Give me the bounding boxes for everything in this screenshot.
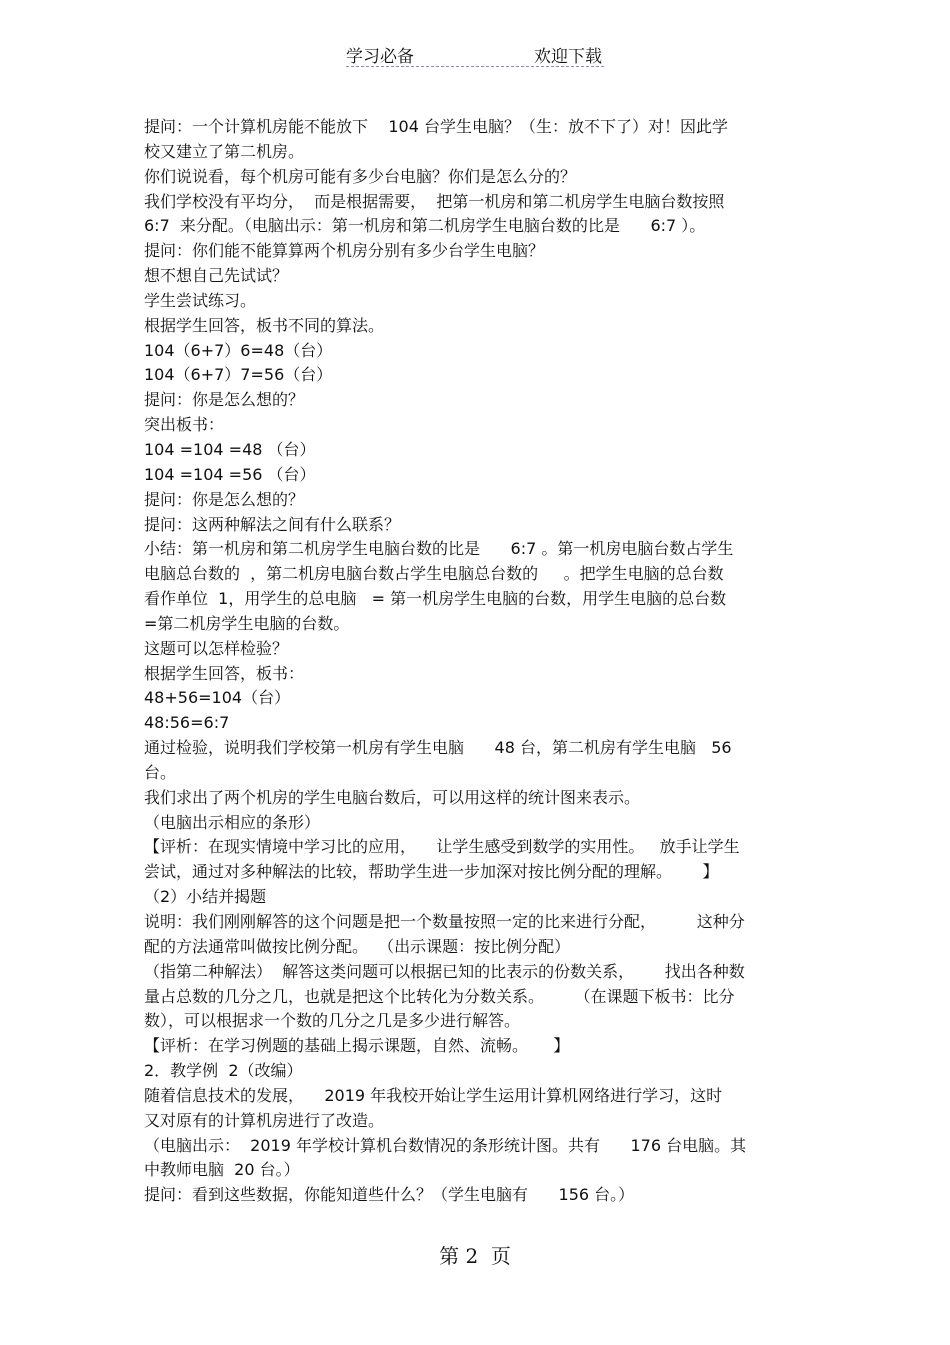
text-line: 配的方法通常叫做按比例分配。 （出示课题：按比例分配）	[144, 936, 571, 956]
text-line: 提问：你是怎么想的？	[144, 489, 305, 509]
text-line: 根据学生回答，板书：	[144, 663, 305, 683]
text-line: （电脑出示相应的条形）	[144, 812, 321, 832]
text-line: 量占总数的几分之几，也就是把这个比转化为分数关系。 （在课题下板书：比分	[144, 986, 735, 1006]
text-line: 48:56=6:7	[144, 713, 230, 733]
text-line: 提问：看到这些数据，你能知道些什么？（学生电脑有 156 台。）	[144, 1185, 635, 1205]
text-line: 我们求出了两个机房的学生电脑台数后，可以用这样的统计图来表示。	[144, 787, 641, 807]
text-line: （指第二种解法） 解答这类问题可以根据已知的比表示的份数关系， 找出各种数	[144, 961, 745, 981]
text-line: 看作单位 1，用学生的总电脑 = 第一机房学生电脑的台数，用学生电脑的总台数	[144, 589, 727, 609]
text-line: 你们说说看，每个机房可能有多少台电脑？你们是怎么分的？	[144, 166, 577, 186]
header-left-text: 学习必备	[346, 47, 414, 67]
text-line: 提问：这两种解法之间有什么联系？	[144, 514, 401, 534]
text-line: 提问：你们能不能算算两个机房分别有多少台学生电脑？	[144, 241, 545, 261]
text-line: 想不想自己先试试？	[144, 266, 289, 286]
header-right-text: 欢迎下载	[534, 47, 602, 67]
text-line: 小结：第一机房和第二机房学生电脑台数的比是 6:7 。第一机房电脑台数占学生	[144, 539, 734, 559]
page-header	[346, 40, 604, 67]
text-line: 104 =104 =48 （台）	[144, 439, 316, 459]
text-line: 校又建立了第二机房。	[144, 141, 305, 161]
text-line: （2）小结并揭题	[144, 887, 267, 907]
text-line: 【评析：在学习例题的基础上揭示课题，自然、流畅。 】	[144, 1036, 570, 1056]
text-line: =第二机房学生电脑的台数。	[144, 613, 350, 633]
text-line: 这题可以怎样检验？	[144, 638, 289, 658]
text-line: 提问：一个计算机房能不能放下 104 台学生电脑？（生：放不下了）对！因此学	[144, 117, 728, 136]
document-body	[144, 115, 814, 1208]
text-line: 数），可以根据求一个数的几分之几是多少进行解答。	[144, 1011, 521, 1031]
text-line: 48+56=104（台）	[144, 688, 291, 708]
page-number: 第 2 页	[439, 1244, 511, 1268]
text-line: 又对原有的计算机房进行了改造。	[144, 1110, 385, 1130]
text-line: 【评析：在现实情境中学习比的应用， 让学生感受到数学的实用性。 放手让学生	[144, 837, 740, 857]
text-line: 提问：你是怎么想的？	[144, 390, 305, 410]
text-line: 2．教学例 2（改编）	[144, 1061, 303, 1081]
text-line: （电脑出示： 2019 年学校计算机台数情况的条形统计图。共有 176 台电脑。其	[144, 1135, 747, 1155]
text-line: 电脑总台数的 ，第二机房电脑台数占学生电脑总台数的 。把学生电脑的总台数	[144, 564, 724, 584]
text-line: 随着信息技术的发展， 2019 年我校开始让学生运用计算机网络进行学习，这时	[144, 1085, 723, 1105]
text-line: 突出板书：	[144, 415, 225, 435]
text-line: 学生尝试练习。	[144, 290, 257, 310]
text-line: 6:7 来分配。（电脑出示：第一机房和第二机房学生电脑台数的比是 6:7 ）。	[144, 216, 706, 236]
text-line: 说明：我们刚刚解答的这个问题是把一个数量按照一定的比来进行分配， 这种分	[144, 912, 745, 931]
text-line: 通过检验，说明我们学校第一机房有学生电脑 48 台，第二机房有学生电脑 56	[144, 738, 732, 758]
text-line: 中教师电脑 20 台。）	[144, 1160, 300, 1180]
text-line: 尝试，通过对多种解法的比较，帮助学生进一步加深对按比例分配的理解。 】	[144, 862, 719, 882]
text-line: 我们学校没有平均分， 而是根据需要， 把第一机房和第二机房学生电脑台数按照	[144, 191, 725, 211]
text-line: 台。	[144, 762, 177, 782]
text-line: 104（6+7）7=56（台）	[144, 365, 333, 385]
text-line: 根据学生回答，板书不同的算法。	[144, 315, 385, 335]
text-line: 104 =104 =56 （台）	[144, 464, 316, 484]
text-line: 104（6+7）6=48（台）	[144, 340, 333, 360]
